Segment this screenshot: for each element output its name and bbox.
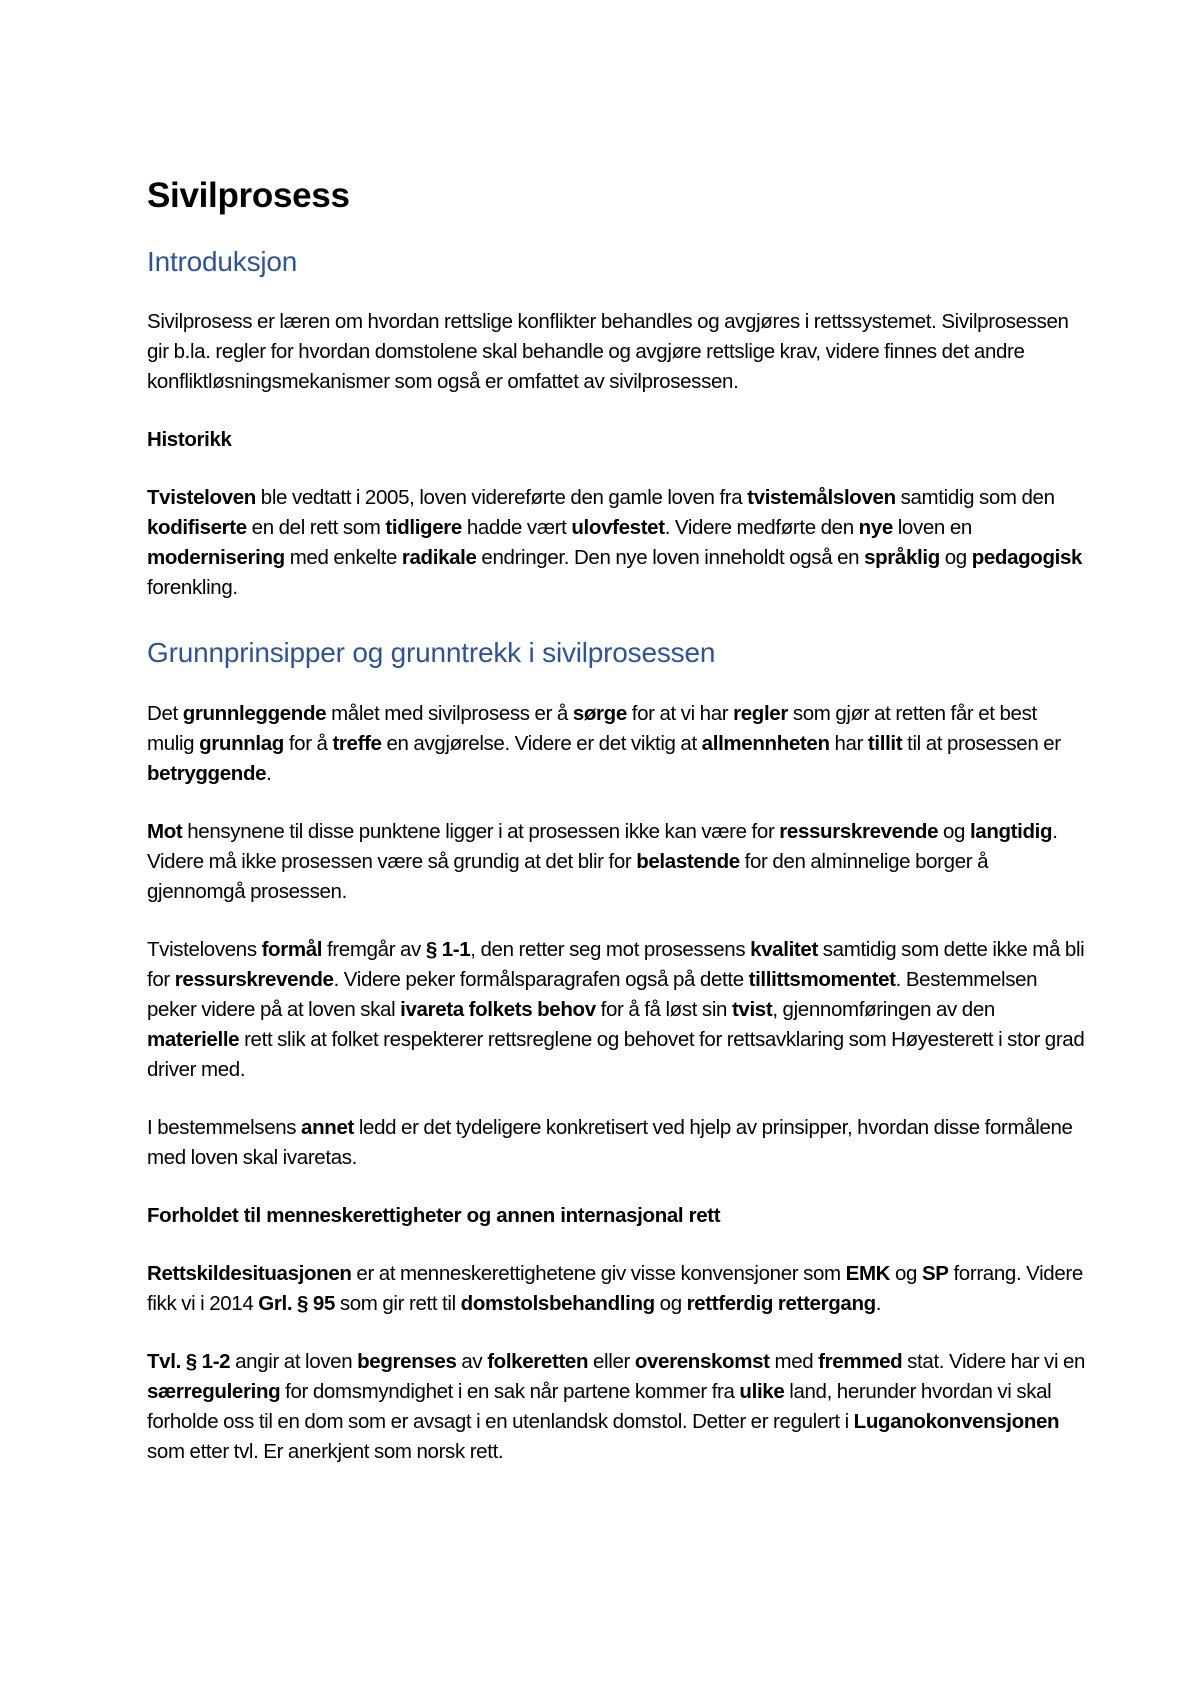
bold-text-run: språklig xyxy=(864,546,940,570)
bold-text-run: allmennheten xyxy=(701,731,830,755)
text-run: og xyxy=(938,819,970,843)
paragraph-forholdet-1 xyxy=(147,1259,1087,1319)
bold-text-run: Tvl. § 1-2 xyxy=(147,1349,231,1373)
text-run: til at prosessen er xyxy=(902,731,1061,755)
bold-text-run: begrenses xyxy=(357,1349,457,1373)
paragraph-grunnprinsipper-1 xyxy=(147,699,1087,789)
bold-text-run: Mot xyxy=(147,819,183,843)
bold-text-run: Grl. § 95 xyxy=(258,1291,336,1315)
text-run: som gjør at retten får et best mulig xyxy=(147,701,1037,755)
bold-text-run: belastende xyxy=(636,849,740,873)
bold-text-run: domstolsbehandling xyxy=(460,1291,655,1315)
bold-text-run: tillit xyxy=(867,731,903,755)
text-run: og xyxy=(890,1261,922,1285)
document-title: Sivilprosess xyxy=(147,176,350,215)
text-run: for den alminnelige borger å gjennomgå prosessen. xyxy=(147,849,989,903)
bold-text-run: § 1-1 xyxy=(425,937,471,961)
bold-text-run: formål xyxy=(261,937,323,961)
text-run: fremgår av xyxy=(322,937,426,961)
text-run: loven en xyxy=(892,516,972,540)
text-run: Tvistelovens xyxy=(147,937,262,961)
bold-text-run: særregulering xyxy=(147,1379,281,1403)
bold-text-run: kodifiserte xyxy=(147,516,247,540)
text-run: som etter tvl. Er anerkjent som norsk rett. xyxy=(147,1439,504,1463)
bold-text-run: grunnlag xyxy=(199,731,284,755)
text-run: av xyxy=(456,1349,488,1373)
text-run: for å xyxy=(283,731,333,755)
text-run: Det xyxy=(147,701,183,725)
bold-text-run: Tvisteloven xyxy=(147,486,256,510)
text-run: har xyxy=(829,731,868,755)
bold-text-run: tvist xyxy=(731,997,773,1021)
document-page xyxy=(147,176,1087,1495)
paragraph-historikk xyxy=(147,483,1087,603)
bold-text-run: modernisering xyxy=(147,546,285,570)
heading-grunnprinsipper: Grunnprinsipper og grunntrekk i sivilprosessen xyxy=(147,637,716,669)
bold-text-run: pedagogisk xyxy=(971,546,1083,570)
text-run: stat. Videre har vi en xyxy=(902,1349,1086,1373)
text-run: , den retter seg mot prosessens xyxy=(470,937,751,961)
text-run: . xyxy=(266,761,272,785)
bold-text-run: radikale xyxy=(401,546,477,570)
bold-text-run: rettferdig rettergang xyxy=(686,1291,876,1315)
text-run: målet med sivilprosess er å xyxy=(326,701,573,725)
text-run: . Videre peker formålsparagrafen også på dette xyxy=(333,967,749,991)
bold-text-run: ressurskrevende xyxy=(779,819,939,843)
text-run: hensynene til disse punktene ligger i at prosessen ikke kan være for xyxy=(182,819,780,843)
text-run: land, herunder hvordan vi skal forholde oss til en dom som er avsagt i en utenlandsk domstol. Detter er regulert i xyxy=(147,1379,1052,1433)
text-run: eller xyxy=(588,1349,635,1373)
bold-text-run: tillittsmomentet xyxy=(748,967,896,991)
text-run: med xyxy=(769,1349,819,1373)
text-run: Sivilprosess er læren om hvordan rettslige konflikter behandles og avgjøres i rettssystemet. Sivilprosessen gir b.la. regler for hvordan domstolene skal behandle og avgjøre rettslige krav, videre finnes det andre konfliktløsningsmekanismer som også er omfattet av sivilprosessen. xyxy=(147,310,1069,394)
bold-text-run: overenskomst xyxy=(634,1349,770,1373)
text-run: endringer. Den nye loven inneholdt også en xyxy=(476,546,865,570)
text-run: og xyxy=(939,546,972,570)
bold-text-run: materielle xyxy=(147,1027,240,1051)
bold-text-run: nye xyxy=(858,516,893,540)
bold-text-run: langtidig xyxy=(969,819,1053,843)
text-run: hadde vært xyxy=(461,516,572,540)
bold-text-run: ressurskrevende xyxy=(174,967,334,991)
bold-text-run: sørge xyxy=(572,701,627,725)
heading-historikk: Historikk xyxy=(147,428,232,452)
text-run: som gir rett til xyxy=(335,1291,461,1315)
bold-text-run: ivareta folkets behov xyxy=(400,997,596,1021)
text-run: I bestemmelsens xyxy=(147,1115,302,1139)
bold-text-run: fremmed xyxy=(818,1349,903,1373)
text-run: og xyxy=(654,1291,687,1315)
bold-text-run: Luganokonvensjonen xyxy=(853,1409,1060,1433)
bold-text-run: ulike xyxy=(739,1379,785,1403)
bold-text-run: kvalitet xyxy=(750,937,818,961)
text-run: for domsmyndighet i en sak når partene kommer fra xyxy=(280,1379,740,1403)
bold-text-run: tidligere xyxy=(385,516,462,540)
text-run: med enkelte xyxy=(284,546,402,570)
text-run: for at vi har xyxy=(626,701,734,725)
bold-text-run: SP xyxy=(921,1261,949,1285)
text-run: . Bestemmelsen peker videre på at loven skal xyxy=(147,967,1038,1021)
bold-text-run: ulovfestet xyxy=(571,516,665,540)
text-run: forenkling. xyxy=(147,576,238,600)
paragraph-forholdet-2 xyxy=(147,1347,1087,1467)
text-run: rett slik at folket respekterer rettsreglene og behovet for rettsavklaring som Høyesterett i stor grad driver med. xyxy=(147,1027,1085,1081)
bold-text-run: EMK xyxy=(845,1261,891,1285)
bold-text-run: betryggende xyxy=(147,761,267,785)
paragraph-grunnprinsipper-4 xyxy=(147,1113,1087,1173)
text-run: er at menneskerettighetene giv visse konvensjoner som xyxy=(351,1261,846,1285)
bold-text-run: treffe xyxy=(332,731,382,755)
text-run: ble vedtatt i 2005, loven videreførte den gamle loven fra xyxy=(255,486,748,510)
paragraph-grunnprinsipper-2 xyxy=(147,817,1087,907)
text-run: en del rett som xyxy=(246,516,386,540)
text-run: for å få løst sin xyxy=(595,997,732,1021)
paragraph-intro xyxy=(147,307,1087,397)
bold-text-run: tvistemålsloven xyxy=(747,486,896,510)
bold-text-run: folkeretten xyxy=(487,1349,589,1373)
text-run: . Videre medførte den xyxy=(664,516,859,540)
text-run: , gjennomføringen av den xyxy=(772,997,995,1021)
text-run: ledd er det tydeligere konkretisert ved hjelp av prinsipper, hvordan disse formålene med loven skal ivaretas. xyxy=(147,1115,1073,1169)
bold-text-run: annet xyxy=(301,1115,354,1139)
heading-forholdet: Forholdet til menneskerettigheter og annen internasjonal rett xyxy=(147,1203,721,1227)
text-run: samtidig som dette ikke må bli for xyxy=(147,937,1085,991)
paragraph-grunnprinsipper-3 xyxy=(147,935,1087,1085)
text-run: . xyxy=(875,1291,882,1315)
heading-introduksjon: Introduksjon xyxy=(147,246,298,278)
text-run: forrang. Videre fikk vi i 2014 xyxy=(147,1261,1083,1315)
text-run: samtidig som den xyxy=(895,486,1055,510)
text-run: . Videre må ikke prosessen være så grundig at det blir for xyxy=(147,819,1058,873)
bold-text-run: grunnleggende xyxy=(182,701,327,725)
text-run: angir at loven xyxy=(230,1349,358,1373)
bold-text-run: regler xyxy=(733,701,788,725)
bold-text-run: Rettskildesituasjonen xyxy=(147,1261,352,1285)
text-run: en avgjørelse. Videre er det viktig at xyxy=(381,731,702,755)
